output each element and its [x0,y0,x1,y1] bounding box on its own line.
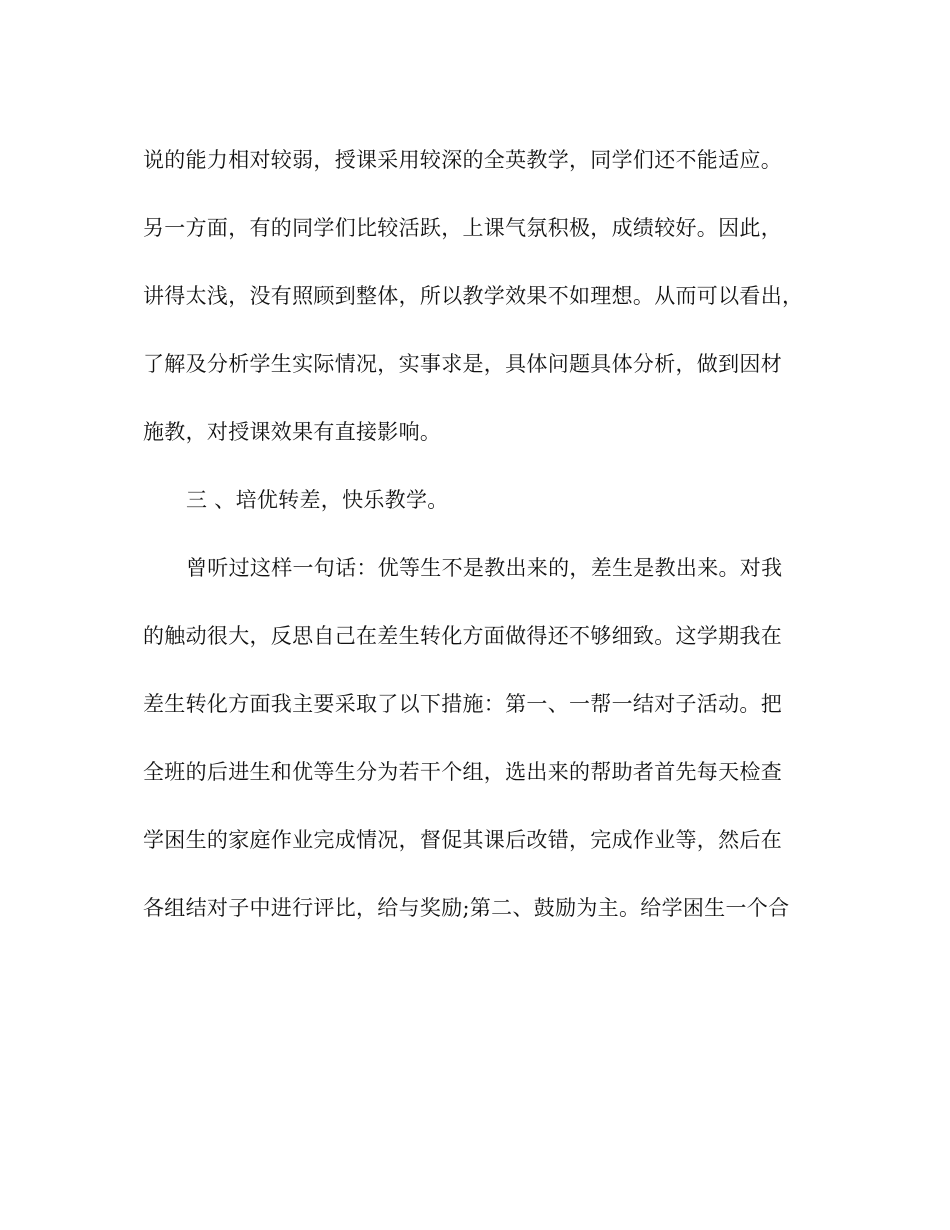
text-line-4: 了解及分析学生实际情况，实事求是，具体问题具体分析，做到因材 [143,352,782,376]
text-line-9: 差生转化方面我主要采取了以下措施：第一、一帮一结对子活动。把 [143,692,782,716]
text-line-12: 各组结对子中进行评比，给与奖励;第二、鼓励为主。给学困生一个合 [143,896,790,920]
text-line-10: 全班的后进生和优等生分为若干个组，选出来的帮助者首先每天检查 [143,760,782,784]
text-line-2: 另一方面，有的同学们比较活跃，上课气氛积极，成绩较好。因此， [143,216,782,240]
text-line-3: 讲得太浅，没有照顾到整体，所以教学效果不如理想。从而可以看出， [143,284,804,308]
text-line-1: 说的能力相对较弱，授课采用较深的全英教学，同学们还不能适应。 [143,148,782,172]
text-line-8: 的触动很大，反思自己在差生转化方面做得还不够细致。这学期我在 [143,624,782,648]
section-heading: 三 、培优转差，快乐教学。 [186,488,449,512]
text-line-11: 学困生的家庭作业完成情况，督促其课后改错，完成作业等，然后在 [143,828,782,852]
text-line-5: 施教，对授课效果有直接影响。 [143,420,442,444]
text-line-7: 曾听过这样一句话：优等生不是教出来的，差生是教出来。对我 [186,556,783,580]
